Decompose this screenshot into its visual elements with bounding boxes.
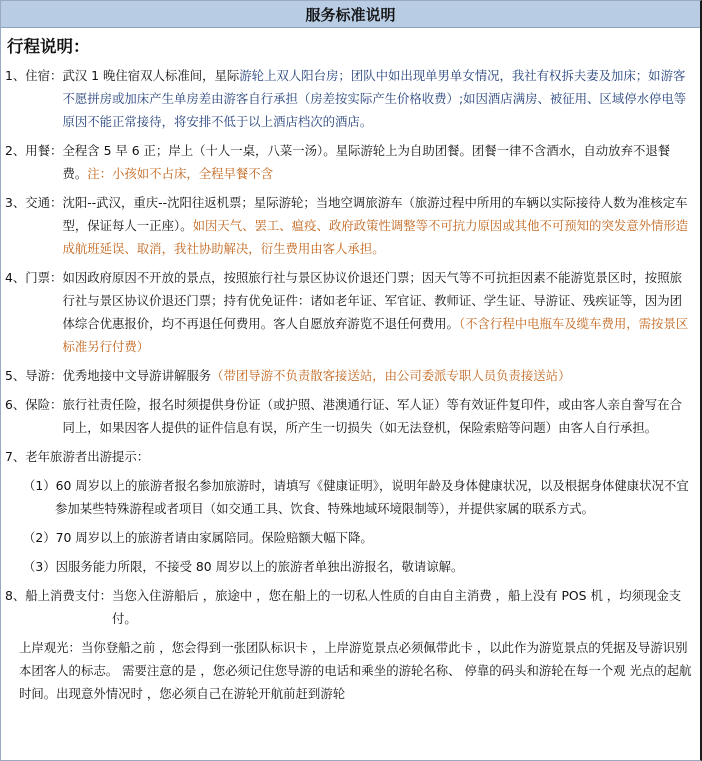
item-number: 7、老年旅游者出游提示： <box>5 449 150 464</box>
shore-text: 当你登船之前 ，您会得到一张团队标识卡 ，上岸游览景点必须佩带此卡 ，以此作为游览景点的凭据及导游识别 本团客人的标志。 需要注意的是 ，您必须记住您导游的电话和乘坐的游轮名称、 停靠的码头和游轮在每一个观 光点的起航时间。出现意外情况时 ，您必须自己在游轮开航前赶到游轮 <box>19 640 692 701</box>
shore-label: 上岸观光： <box>19 640 81 655</box>
item-text: 优秀地接中文导游讲解服务（带团导游不负责散客接送站，由公司委派专职人员负责接送站） <box>62 368 571 383</box>
item-elderly-tips <box>5 445 694 468</box>
elderly-tip-1: （1）60 周岁以上的旅游者报名参加旅游时，请填写《健康证明》，说明年龄及身体健康状况，以及根据身体健康状况不宜参加某些特殊游程或者项目（如交通工具、饮食、特殊地域环境限制等），并提供家属的联系方式。 <box>23 478 689 516</box>
item-guide <box>5 364 694 387</box>
item-tickets <box>5 266 694 358</box>
content-area <box>1 28 700 705</box>
item-accommodation <box>5 64 694 133</box>
item-number: 1、住宿： <box>5 68 63 83</box>
item-text: 当您入住游船后 ，旅途中 ，您在船上的一切私人性质的自由自主消费 ，船上没有 POS 机 ，均须现金支付。 <box>112 588 682 626</box>
item-number: 4、门票： <box>5 270 63 285</box>
item-text: 全程含 5 早 6 正；岸上（十人一桌，八菜一汤）。星际游轮上为自助团餐。团餐一律不含酒水，自动放弃不退餐费。注：小孩如不占床，全程早餐不含 <box>62 143 671 181</box>
section-title: 行程说明： <box>7 37 90 56</box>
item-text: 沈阳--武汉，重庆--沈阳往返机票；星际游轮；当地空调旅游车（旅游过程中所用的车辆以实际接待人数为准核定车型，保证每人一正座）。如因天气、罢工、瘟疫、政府政策性调整等不可抗力原因或其他不可预知的突发意外情形造成航班延误、取消，我社协助解决，衍生费用由客人承担。 <box>62 195 689 256</box>
item-text: 如因政府原因不开放的景点，按照旅行社与景区协议价退还门票；因天气等不可抗拒因素不能游览景区时，按照旅行社与景区协议价退还门票；持有优免证件：诸如老年证、军官证、教师证、学生证、导游证、残疾证等，因为团体综合优惠报价，均不再退任何费用。客人自愿放弃游览不退任何费用。（不含行程中电瓶车及缆车费用，需按景区标准另行付费） <box>62 270 689 354</box>
item-number: 2、用餐： <box>5 143 63 158</box>
shore-sightseeing <box>5 636 694 705</box>
header-bar <box>1 1 700 28</box>
item-insurance <box>5 393 694 439</box>
item-transport <box>5 191 694 260</box>
item-text: 武汉 1 晚住宿双人标准间，星际游轮上双人阳台房；团队中如出现单男单女情况，我社有权拆夫妻及加床；如游客不愿拼房或加床产生单房差由游客自行承担（房差按实际产生价格收费）;如因酒店满房、被征用、区域停水停电等原因不能正常接待，将安排不低于以上酒店档次的酒店。 <box>62 68 687 129</box>
item-number: 8、船上消费支付： <box>5 588 113 603</box>
item-text <box>149 445 694 468</box>
item-meals <box>5 139 694 185</box>
elderly-tip-3: （3）因服务能力所限，不接受 80 周岁以上的旅游者单独出游报名，敬请谅解。 <box>23 559 464 574</box>
item-number: 3、交通： <box>5 195 63 210</box>
elderly-tip-2: （2）70 周岁以上的旅游者请由家属陪同。保险赔额大幅下降。 <box>23 530 373 545</box>
item-number: 6、保险： <box>5 397 63 412</box>
item-onboard-payment <box>5 584 694 630</box>
header-title: 服务标准说明 <box>305 5 396 24</box>
item-number: 5、导游： <box>5 368 63 383</box>
item-text: 旅行社责任险，报名时须提供身份证（或护照、港澳通行证、军人证）等有效证件复印件，或由客人亲自誊写在合同上，如果因客人提供的证件信息有误，所产生一切损失（如无法登机，保险索赔等问题）由客人自行承担。 <box>62 397 682 435</box>
